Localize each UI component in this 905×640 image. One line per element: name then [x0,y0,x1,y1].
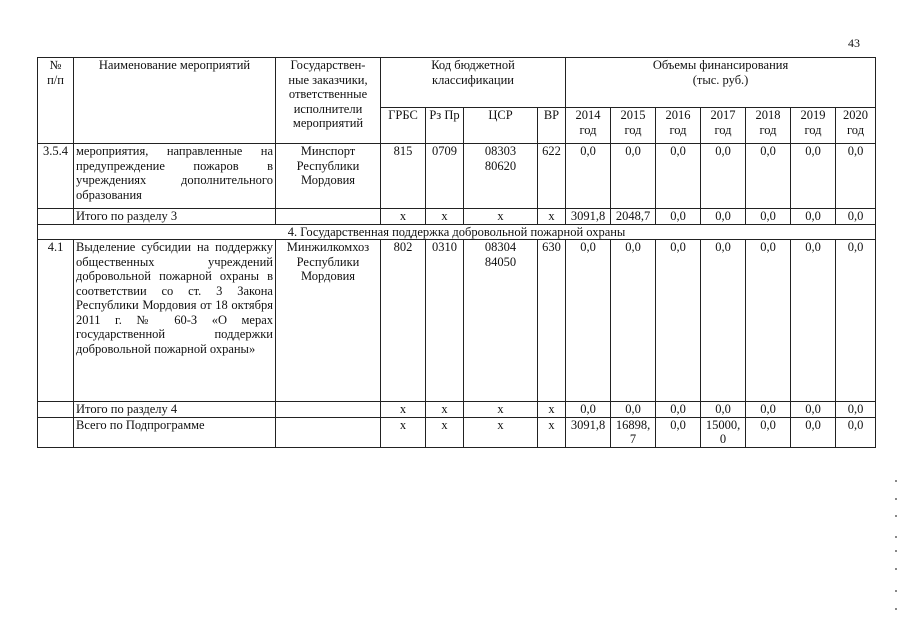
row-name: Всего по Подпрограмме [74,417,276,447]
row-rzpr: х [426,209,464,225]
section-heading-row [38,224,876,240]
row-value-2017: 0,0 [701,209,746,225]
header-year-2018: 2018 год [746,108,791,144]
row-value-2018: 0,0 [746,240,791,402]
row-value-2015: 0,0 [611,402,656,418]
header-budget-code: Код бюджетной классификации [381,58,566,108]
row-csr: х [464,417,538,447]
row-grbs: 815 [381,144,426,209]
row-csr: 08303 80620 [464,144,538,209]
row-vr: х [538,402,566,418]
row-value-2020: 0,0 [836,240,876,402]
row-csr: х [464,402,538,418]
table-row [38,144,876,209]
header-year-2017: 2017 год [701,108,746,144]
row-value-2014: 0,0 [566,144,611,209]
row-value-2019: 0,0 [791,144,836,209]
row-value-2020: 0,0 [836,402,876,418]
row-vr: х [538,417,566,447]
row-value-2018: 0,0 [746,417,791,447]
row-rzpr: х [426,417,464,447]
header-year-2015: 2015 год [611,108,656,144]
table-row-total [38,402,876,418]
row-grbs: х [381,417,426,447]
row-value-2016: 0,0 [656,417,701,447]
row-value-2019: 0,0 [791,209,836,225]
header-vr: ВР [538,108,566,144]
row-csr: х [464,209,538,225]
row-value-2014: 3091,8 [566,209,611,225]
row-value-2020: 0,0 [836,144,876,209]
row-rzpr: 0709 [426,144,464,209]
row-value-2014: 0,0 [566,402,611,418]
row-customer: Минжилкомхоз Республики Мордовия [276,240,381,402]
header-year-2019: 2019 год [791,108,836,144]
header-name: Наименование мероприятий [74,58,276,144]
row-rzpr: 0310 [426,240,464,402]
row-customer: Минспорт Республики Мордовия [276,144,381,209]
row-name: Итого по разделу 3 [74,209,276,225]
row-value-2020: 0,0 [836,417,876,447]
row-value-2020: 0,0 [836,209,876,225]
financing-table [37,57,876,448]
row-rzpr: х [426,402,464,418]
row-value-2015: 2048,7 [611,209,656,225]
row-value-2015: 16898, 7 [611,417,656,447]
row-value-2016: 0,0 [656,240,701,402]
row-value-2017: 0,0 [701,402,746,418]
header-year-2020: 2020 год [836,108,876,144]
row-name: мероприятия, направленные на предупреждение пожаров в учреждениях дополнительного образования [74,144,276,209]
row-grbs: х [381,209,426,225]
table-row-grand-total [38,417,876,447]
row-value-2016: 0,0 [656,402,701,418]
row-num: 3.5.4 [38,144,74,209]
row-name: Итого по разделу 4 [74,402,276,418]
header-grbs: ГРБС [381,108,426,144]
section-heading: 4. Государственная поддержка добровольной пожарной охраны [38,224,876,240]
row-grbs: х [381,402,426,418]
row-csr: 08304 84050 [464,240,538,402]
row-vr: 630 [538,240,566,402]
table-row-total [38,209,876,225]
row-vr: 622 [538,144,566,209]
header-year-2016: 2016 год [656,108,701,144]
header-row-1 [38,58,876,108]
row-value-2019: 0,0 [791,240,836,402]
row-value-2015: 0,0 [611,240,656,402]
row-value-2019: 0,0 [791,402,836,418]
table-row [38,240,876,402]
row-value-2018: 0,0 [746,402,791,418]
row-value-2014: 3091,8 [566,417,611,447]
row-value-2017: 15000, 0 [701,417,746,447]
row-value-2017: 0,0 [701,240,746,402]
row-value-2019: 0,0 [791,417,836,447]
scan-artifact [895,470,899,620]
header-num: № п/п [38,58,74,144]
row-num: 4.1 [38,240,74,402]
row-grbs: 802 [381,240,426,402]
header-csr: ЦСР [464,108,538,144]
row-value-2018: 0,0 [746,144,791,209]
row-value-2017: 0,0 [701,144,746,209]
page-number: 43 [848,36,860,50]
row-value-2016: 0,0 [656,144,701,209]
header-financing: Объемы финансирования (тыс. руб.) [566,58,876,108]
row-value-2016: 0,0 [656,209,701,225]
header-year-2014: 2014 год [566,108,611,144]
row-name: Выделение субсидии на поддержку общественных учреждений добровольной пожарной охраны в соответствии со ст. 3 Закона Республики Мордовия от 18 октября 2011 г. № 60-З «О мерах государственной поддержки добровольной пожарной охраны» [74,240,276,402]
header-rzpr: Рз Пр [426,108,464,144]
row-value-2015: 0,0 [611,144,656,209]
row-value-2018: 0,0 [746,209,791,225]
row-vr: х [538,209,566,225]
row-value-2014: 0,0 [566,240,611,402]
header-customers: Государствен- ные заказчики, ответственные исполнители мероприятий [276,58,381,144]
